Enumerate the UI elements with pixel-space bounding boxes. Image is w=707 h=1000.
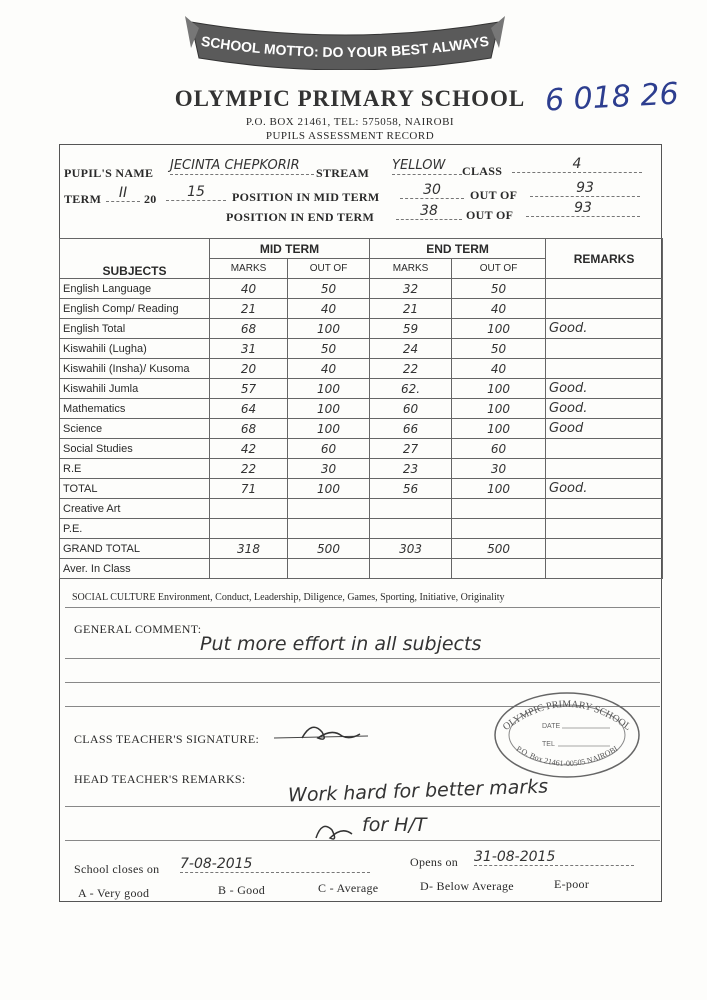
pupil-name-value: JECINTA CHEPKORIR: [170, 158, 314, 175]
mid-out-of-cell: 50: [288, 339, 370, 359]
social-culture: SOCIAL CULTURE Environment, Conduct, Leadership, Diligence, Games, Sporting, Initiative, Originality: [72, 592, 505, 603]
motto-text: SCHOOL MOTTO: DO YOUR BEST ALWAYS: [200, 32, 490, 61]
grade-c: C - Average: [318, 881, 379, 895]
subject-cell: GRAND TOTAL: [60, 539, 210, 559]
remark-cell: Good.: [546, 379, 663, 399]
mid-out-of-cell: [288, 559, 370, 579]
subject-cell: Aver. In Class: [60, 559, 210, 579]
table-row: [60, 539, 663, 559]
end-marks-cell: 66: [370, 419, 452, 439]
school-closes-label: School closes on: [74, 862, 160, 876]
end-marks-cell: 56: [370, 479, 452, 499]
table-row: [60, 279, 663, 299]
mid-marks-cell: 57: [210, 379, 288, 399]
year-prefix: 20: [144, 192, 157, 206]
table-row: [60, 379, 663, 399]
end-out-of-cell: 500: [452, 539, 546, 559]
end-term-header: END TERM: [370, 239, 546, 259]
mid-out-of-cell: [288, 519, 370, 539]
opens-value: 31-08-2015: [474, 849, 634, 866]
subjects-header: SUBJECTS: [60, 239, 210, 279]
head-teacher-label: HEAD TEACHER'S REMARKS:: [74, 772, 246, 786]
opens-label: Opens on: [410, 855, 459, 869]
remark-cell: Good.: [546, 319, 663, 339]
mid-marks-cell: 31: [210, 339, 288, 359]
remark-cell: [546, 559, 663, 579]
mid-marks-cell: 68: [210, 319, 288, 339]
subject-cell: Science: [60, 419, 210, 439]
remark-cell: [546, 439, 663, 459]
end-out-of-cell: 100: [452, 379, 546, 399]
end-marks-cell: 24: [370, 339, 452, 359]
remark-cell: [546, 499, 663, 519]
mid-out-of-cell: 100: [288, 379, 370, 399]
mid-marks-cell: [210, 499, 288, 519]
head-teacher-sign: for H/T: [362, 814, 427, 836]
mid-marks-cell: 22: [210, 459, 288, 479]
end-out-of-cell: 40: [452, 299, 546, 319]
end-marks-cell: 23: [370, 459, 452, 479]
table-row: [60, 459, 663, 479]
remark-cell: [546, 459, 663, 479]
grade-b: B - Good: [218, 883, 266, 897]
end-marks-cell: [370, 559, 452, 579]
remarks-line-1: [65, 806, 660, 807]
table-row: [60, 519, 663, 539]
remark-cell: Good.: [546, 479, 663, 499]
mid-out-of-cell: [288, 499, 370, 519]
table-row: [60, 419, 663, 439]
subject-cell: TOTAL: [60, 479, 210, 499]
class-label: CLASS: [462, 164, 503, 178]
mid-out-of-header: OUT OF: [288, 259, 370, 279]
end-marks-cell: 303: [370, 539, 452, 559]
remarks-header: REMARKS: [546, 239, 663, 279]
remark-cell: Good: [546, 419, 663, 439]
end-marks-cell: 59: [370, 319, 452, 339]
stream-value: YELLOW: [392, 158, 462, 175]
school-closes-value: 7-08-2015: [180, 856, 370, 873]
mid-marks-header: MARKS: [210, 259, 288, 279]
general-comment-text: Put more effort in all subjects: [200, 633, 482, 655]
grade-d: D- Below Average: [420, 879, 514, 893]
stamp-date: DATE: [542, 723, 561, 730]
comment-line-2: [65, 682, 660, 683]
mid-position-label: POSITION IN MID TERM: [232, 190, 380, 204]
stream-label: STREAM: [316, 166, 370, 180]
mid-marks-cell: 42: [210, 439, 288, 459]
grade-e: E-poor: [554, 877, 590, 891]
mid-out-of-cell: 100: [288, 319, 370, 339]
subject-cell: Kiswahili (Insha)/ Kusoma: [60, 359, 210, 379]
subject-cell: Creative Art: [60, 499, 210, 519]
end-marks-cell: 22: [370, 359, 452, 379]
class-value: 4: [512, 156, 642, 173]
mid-out-of-label: OUT OF: [470, 188, 518, 202]
record-title: PUPILS ASSESSMENT RECORD: [265, 130, 435, 142]
divider: [65, 607, 660, 608]
comment-line-1: [65, 658, 660, 659]
end-out-of-cell: 30: [452, 459, 546, 479]
end-marks-header: MARKS: [370, 259, 452, 279]
remark-cell: [546, 279, 663, 299]
end-marks-cell: 62.: [370, 379, 452, 399]
stamp-box: P.O. Box 21461-00505 NAIROBI: [514, 744, 620, 769]
mid-out-of-cell: 60: [288, 439, 370, 459]
end-out-of-cell: 60: [452, 439, 546, 459]
remark-cell: [546, 539, 663, 559]
table-row: [60, 299, 663, 319]
mid-marks-cell: 21: [210, 299, 288, 319]
end-out-of-value: 93: [526, 200, 640, 217]
end-position-value: 38: [396, 203, 462, 220]
table-row: [60, 359, 663, 379]
motto-banner: [185, 8, 505, 70]
table-row: [60, 439, 663, 459]
subject-cell: P.E.: [60, 519, 210, 539]
mid-marks-cell: 318: [210, 539, 288, 559]
school-stamp: [492, 690, 642, 780]
end-marks-cell: 60: [370, 399, 452, 419]
table-row: [60, 319, 663, 339]
mid-out-of-value: 93: [530, 180, 640, 197]
stamp-name: OLYMPIC PRIMARY SCHOOL: [501, 698, 633, 733]
subject-cell: Social Studies: [60, 439, 210, 459]
table-row: [60, 499, 663, 519]
school-name: OLYMPIC PRIMARY SCHOOL: [174, 86, 526, 111]
mid-out-of-cell: 100: [288, 419, 370, 439]
end-marks-cell: [370, 519, 452, 539]
end-out-of-cell: 50: [452, 339, 546, 359]
class-teacher-label: CLASS TEACHER'S SIGNATURE:: [74, 732, 260, 746]
remark-cell: Good.: [546, 399, 663, 419]
mid-out-of-cell: 500: [288, 539, 370, 559]
end-out-of-cell: 100: [452, 419, 546, 439]
end-marks-cell: 21: [370, 299, 452, 319]
term-value: II: [106, 185, 140, 202]
general-comment-label: GENERAL COMMENT:: [74, 622, 202, 636]
year-value: 15: [166, 184, 226, 201]
subject-cell: English Total: [60, 319, 210, 339]
remark-cell: [546, 339, 663, 359]
end-out-of-cell: 100: [452, 479, 546, 499]
handwritten-number: 6 018 26: [544, 76, 680, 119]
end-marks-cell: [370, 499, 452, 519]
table-row: [60, 559, 663, 579]
mid-out-of-cell: 100: [288, 399, 370, 419]
marks-table: [59, 238, 662, 590]
term-label: TERM: [64, 192, 102, 206]
head-teacher-remark: Work hard for better marks: [287, 775, 549, 807]
table-row: [60, 399, 663, 419]
pupil-name-label: PUPIL'S NAME: [64, 166, 154, 180]
table-row: [60, 339, 663, 359]
subject-cell: Kiswahili Jumla: [60, 379, 210, 399]
end-out-of-cell: 50: [452, 279, 546, 299]
remark-cell: [546, 359, 663, 379]
subject-cell: Mathematics: [60, 399, 210, 419]
mid-out-of-cell: 40: [288, 299, 370, 319]
end-out-of-cell: [452, 519, 546, 539]
mid-term-header: MID TERM: [210, 239, 370, 259]
mid-marks-cell: 68: [210, 419, 288, 439]
remarks-line-2: [65, 840, 660, 841]
subject-cell: R.E: [60, 459, 210, 479]
end-out-of-cell: 100: [452, 319, 546, 339]
mid-marks-cell: [210, 559, 288, 579]
head-teacher-signature: [312, 816, 356, 846]
end-out-of-header: OUT OF: [452, 259, 546, 279]
end-out-of-cell: [452, 559, 546, 579]
subject-cell: Kiswahili (Lugha): [60, 339, 210, 359]
remark-cell: [546, 299, 663, 319]
remark-cell: [546, 519, 663, 539]
mid-marks-cell: 40: [210, 279, 288, 299]
mid-out-of-cell: 50: [288, 279, 370, 299]
mid-marks-cell: 20: [210, 359, 288, 379]
mid-position-value: 30: [400, 182, 464, 199]
end-out-of-cell: [452, 499, 546, 519]
table-row: [60, 479, 663, 499]
stamp-tel: TEL: [542, 741, 555, 748]
end-out-of-cell: 100: [452, 399, 546, 419]
subject-cell: English Language: [60, 279, 210, 299]
mid-marks-cell: [210, 519, 288, 539]
end-position-label: POSITION IN END TERM: [226, 210, 375, 224]
end-out-of-label: OUT OF: [466, 208, 514, 222]
mid-marks-cell: 71: [210, 479, 288, 499]
end-marks-cell: 27: [370, 439, 452, 459]
end-out-of-cell: 40: [452, 359, 546, 379]
mid-marks-cell: 64: [210, 399, 288, 419]
mid-out-of-cell: 40: [288, 359, 370, 379]
class-teacher-signature: [272, 716, 372, 746]
mid-out-of-cell: 100: [288, 479, 370, 499]
school-address: P.O. BOX 21461, TEL: 575058, NAIROBI: [245, 116, 455, 128]
subject-cell: English Comp/ Reading: [60, 299, 210, 319]
mid-out-of-cell: 30: [288, 459, 370, 479]
grade-a: A - Very good: [78, 886, 150, 900]
end-marks-cell: 32: [370, 279, 452, 299]
